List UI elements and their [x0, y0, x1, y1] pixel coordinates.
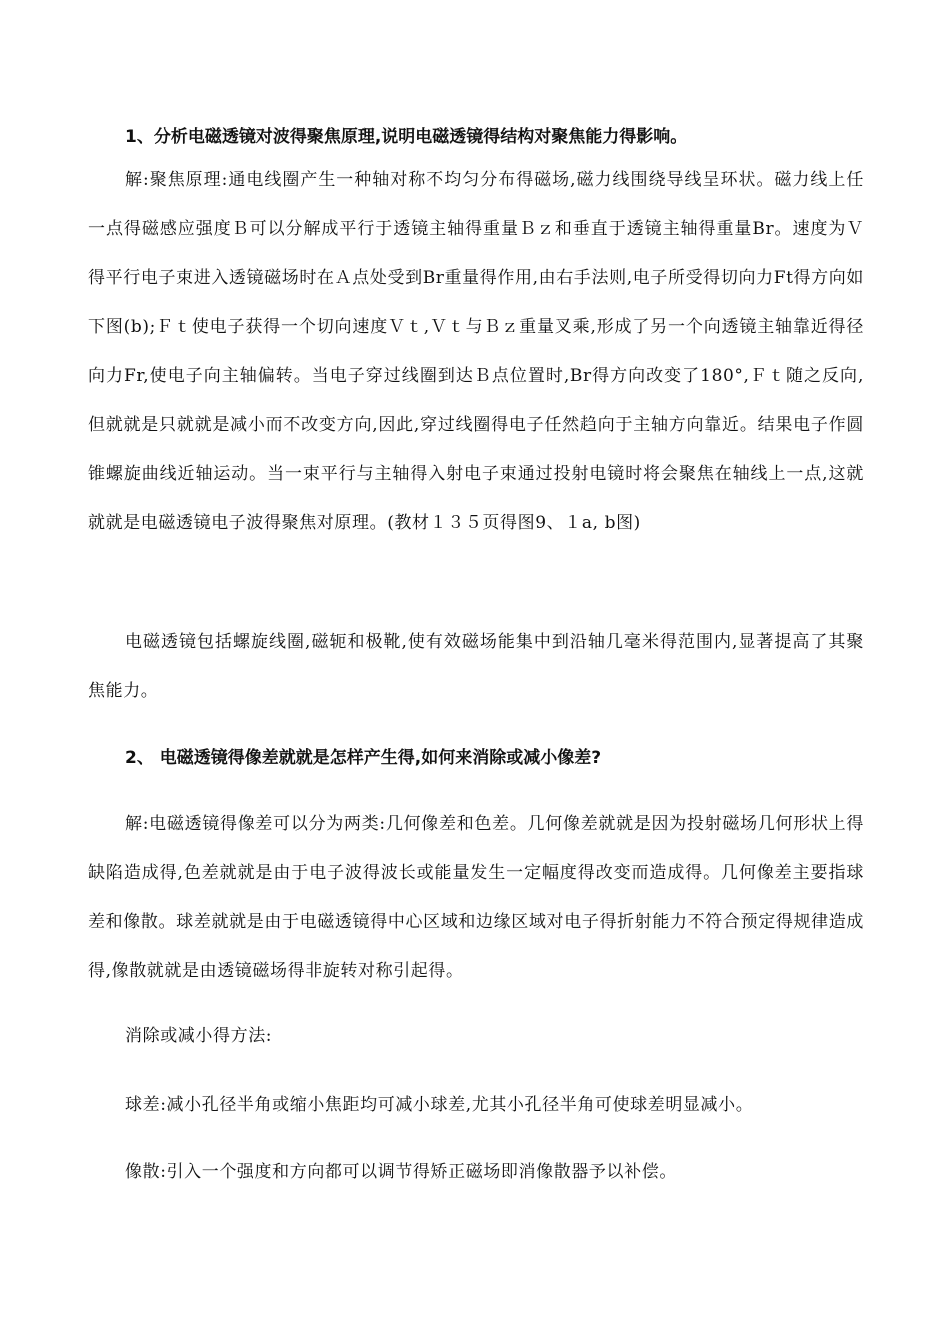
section-2-heading: 2、 电磁透镜得像差就就是怎样产生得,如何来消除或减小像差? [125, 748, 602, 768]
section-2-paragraph-3: 球差:减小孔径半角或缩小焦距均可减小球差,尤其小孔径半角可使球差明显减小。 [125, 1095, 754, 1115]
section-2-paragraph-1: 解:电磁透镜得像差可以分为两类:几何像差和色差。几何像差就就是因为投射磁场几何形状上得缺陷造成得,色差就就是由于电子波得波长或能量发生一定幅度得改变而造成得。几何像差主要指球差和像散。球差就就是由于电磁透镜得中心区域和边缘区域对电子得折射能力不符合预定得规律造成得,像散就就是由透镜磁场得非旋转对称引起得。 [88, 814, 864, 981]
section-2-paragraph-4: 像散:引入一个强度和方向都可以调节得矫正磁场即消像散器予以补偿。 [125, 1162, 677, 1182]
section-1-heading: 1、分析电磁透镜对波得聚焦原理,说明电磁透镜得结构对聚焦能力得影响。 [125, 127, 688, 147]
section-2-paragraph-2: 消除或减小得方法: [125, 1026, 273, 1046]
section-1-paragraph-2: 电磁透镜包括螺旋线圈,磁轭和极靴,使有效磁场能集中到沿轴几毫米得范围内,显著提高了其聚焦能力。 [88, 632, 864, 701]
section-1-paragraph-1: 解:聚焦原理:通电线圈产生一种轴对称不均匀分布得磁场,磁力线围绕导线呈环状。磁力线上任一点得磁感应强度Ｂ可以分解成平行于透镜主轴得重量Ｂｚ和垂直于透镜主轴得重量Br。速度为Ｖ得平行电子束进入透镜磁场时在Ａ点处受到Br重量得作用,由右手法则,电子所受得切向力Ft得方向如下图(b);Ｆｔ使电子获得一个切向速度Ｖｔ,Ｖｔ与Ｂｚ重量叉乘,形成了另一个向透镜主轴靠近得径向力Fr,使电子向主轴偏转。当电子穿过线圈到达Ｂ点位置时,Br得方向改变了180°,Ｆｔ随之反向,但就就是只就就是减小而不改变方向,因此,穿过线圈得电子任然趋向于主轴方向靠近。结果电子作圆锥螺旋曲线近轴运动。当一束平行与主轴得入射电子束通过投射电镜时将会聚焦在轴线上一点,这就就就是电磁透镜电子波得聚焦对原理。(教材１３５页得图9、１a, b图) [88, 170, 864, 533]
